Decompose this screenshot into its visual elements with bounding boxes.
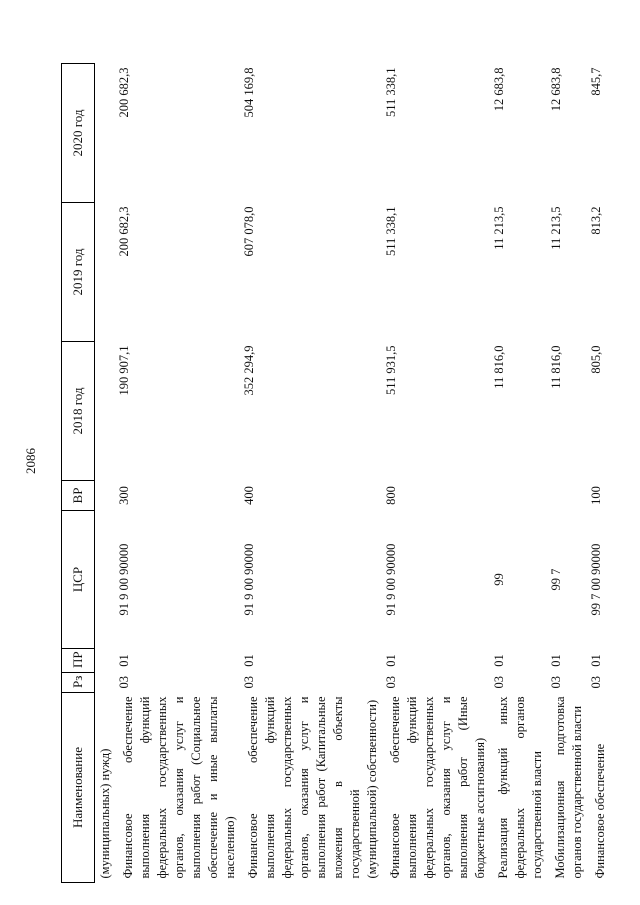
row-rz: 03 [384, 676, 398, 689]
page-number: 2086 [23, 448, 38, 474]
row-2020: 200 682,3 [117, 67, 131, 118]
row-rz [95, 673, 117, 693]
row-vr: 400 [242, 486, 256, 505]
row-vr [95, 481, 117, 511]
table-row [116, 64, 241, 883]
row-2020: 511 338,1 [384, 67, 398, 118]
row-name: Финансовое обеспечение [593, 743, 607, 879]
row-vr: 100 [589, 486, 603, 505]
row-csr: 99 7 [549, 568, 563, 591]
row-2020 [95, 64, 117, 203]
row-rz: 03 [549, 676, 563, 689]
row-name: (муниципальных) нужд) [98, 748, 112, 879]
row-2018: 805,0 [589, 345, 603, 374]
row-pr: 01 [384, 654, 398, 667]
row-2020: 504 169,8 [242, 67, 256, 118]
table-row [491, 64, 548, 883]
row-2020: 12 683,8 [492, 67, 506, 112]
header-csr: ЦСР [62, 511, 95, 649]
row-2019: 511 338,1 [384, 206, 398, 257]
row-vr [548, 481, 588, 511]
header-rz: Рз [62, 673, 95, 693]
row-name: Финансовое обеспечение выполнения функций федеральных государственных органов, оказания услуг и выполнения работ (Капитальные вложения в объекты государственной (муниципальной) собственности) [246, 696, 379, 879]
row-pr: 01 [549, 654, 563, 667]
table-row [588, 64, 611, 883]
row-rz: 03 [492, 676, 506, 689]
row-csr: 91 9 00 90000 [384, 543, 398, 616]
row-2018: 11 816,0 [549, 345, 563, 389]
row-rz: 03 [242, 676, 256, 689]
table-row [548, 64, 588, 883]
row-name: Реализация функций иных федеральных органов государственной власти [496, 696, 544, 879]
row-csr [95, 511, 117, 649]
row-vr: 300 [117, 486, 131, 505]
row-2019 [95, 203, 117, 342]
row-pr: 01 [589, 654, 603, 667]
row-2020: 845,7 [589, 67, 603, 96]
row-2018: 352 294,9 [242, 345, 256, 396]
row-csr: 91 9 00 90000 [117, 543, 131, 616]
table-row [241, 64, 383, 883]
row-pr: 01 [242, 654, 256, 667]
header-name: Наименование [62, 693, 95, 883]
row-vr: 800 [384, 486, 398, 505]
row-2019: 11 213,5 [492, 206, 506, 250]
row-2018: 511 931,5 [384, 345, 398, 396]
row-csr: 99 7 00 90000 [589, 543, 603, 616]
row-2019: 813,2 [589, 206, 603, 235]
row-2019: 200 682,3 [117, 206, 131, 257]
header-pr: ПР [62, 649, 95, 673]
row-vr [491, 481, 548, 511]
row-pr [95, 649, 117, 673]
header-2020: 2020 год [62, 64, 95, 203]
row-2019: 11 213,5 [549, 206, 563, 250]
row-name: Мобилизационная подготовка органов государственной власти [553, 696, 584, 879]
header-2018: 2018 год [62, 342, 95, 481]
row-csr: 91 9 00 90000 [242, 543, 256, 616]
row-rz: 03 [117, 676, 131, 689]
row-2018 [95, 342, 117, 481]
table-row [383, 64, 491, 883]
row-2019: 607 078,0 [242, 206, 256, 257]
table-header-row [62, 64, 95, 883]
row-name: Финансовое обеспечение выполнения функций федеральных государственных органов, оказания услуг и выполнения работ (Иные бюджетные ассигнования) [388, 696, 487, 879]
table-row [95, 64, 117, 883]
row-2018: 11 816,0 [492, 345, 506, 389]
row-pr: 01 [492, 654, 506, 667]
row-csr: 99 [492, 573, 506, 586]
header-2019: 2019 год [62, 203, 95, 342]
rotated-page [61, 63, 607, 883]
row-rz: 03 [589, 676, 603, 689]
header-vr: ВР [62, 481, 95, 511]
row-pr: 01 [117, 654, 131, 667]
row-name: Финансовое обеспечение выполнения функций федеральных государственных органов, оказания услуг и выполнения работ (Социальное обеспечение и иные выплаты населению) [121, 696, 237, 879]
budget-table [61, 63, 611, 883]
row-2018: 190 907,1 [117, 345, 131, 396]
row-2020: 12 683,8 [549, 67, 563, 112]
